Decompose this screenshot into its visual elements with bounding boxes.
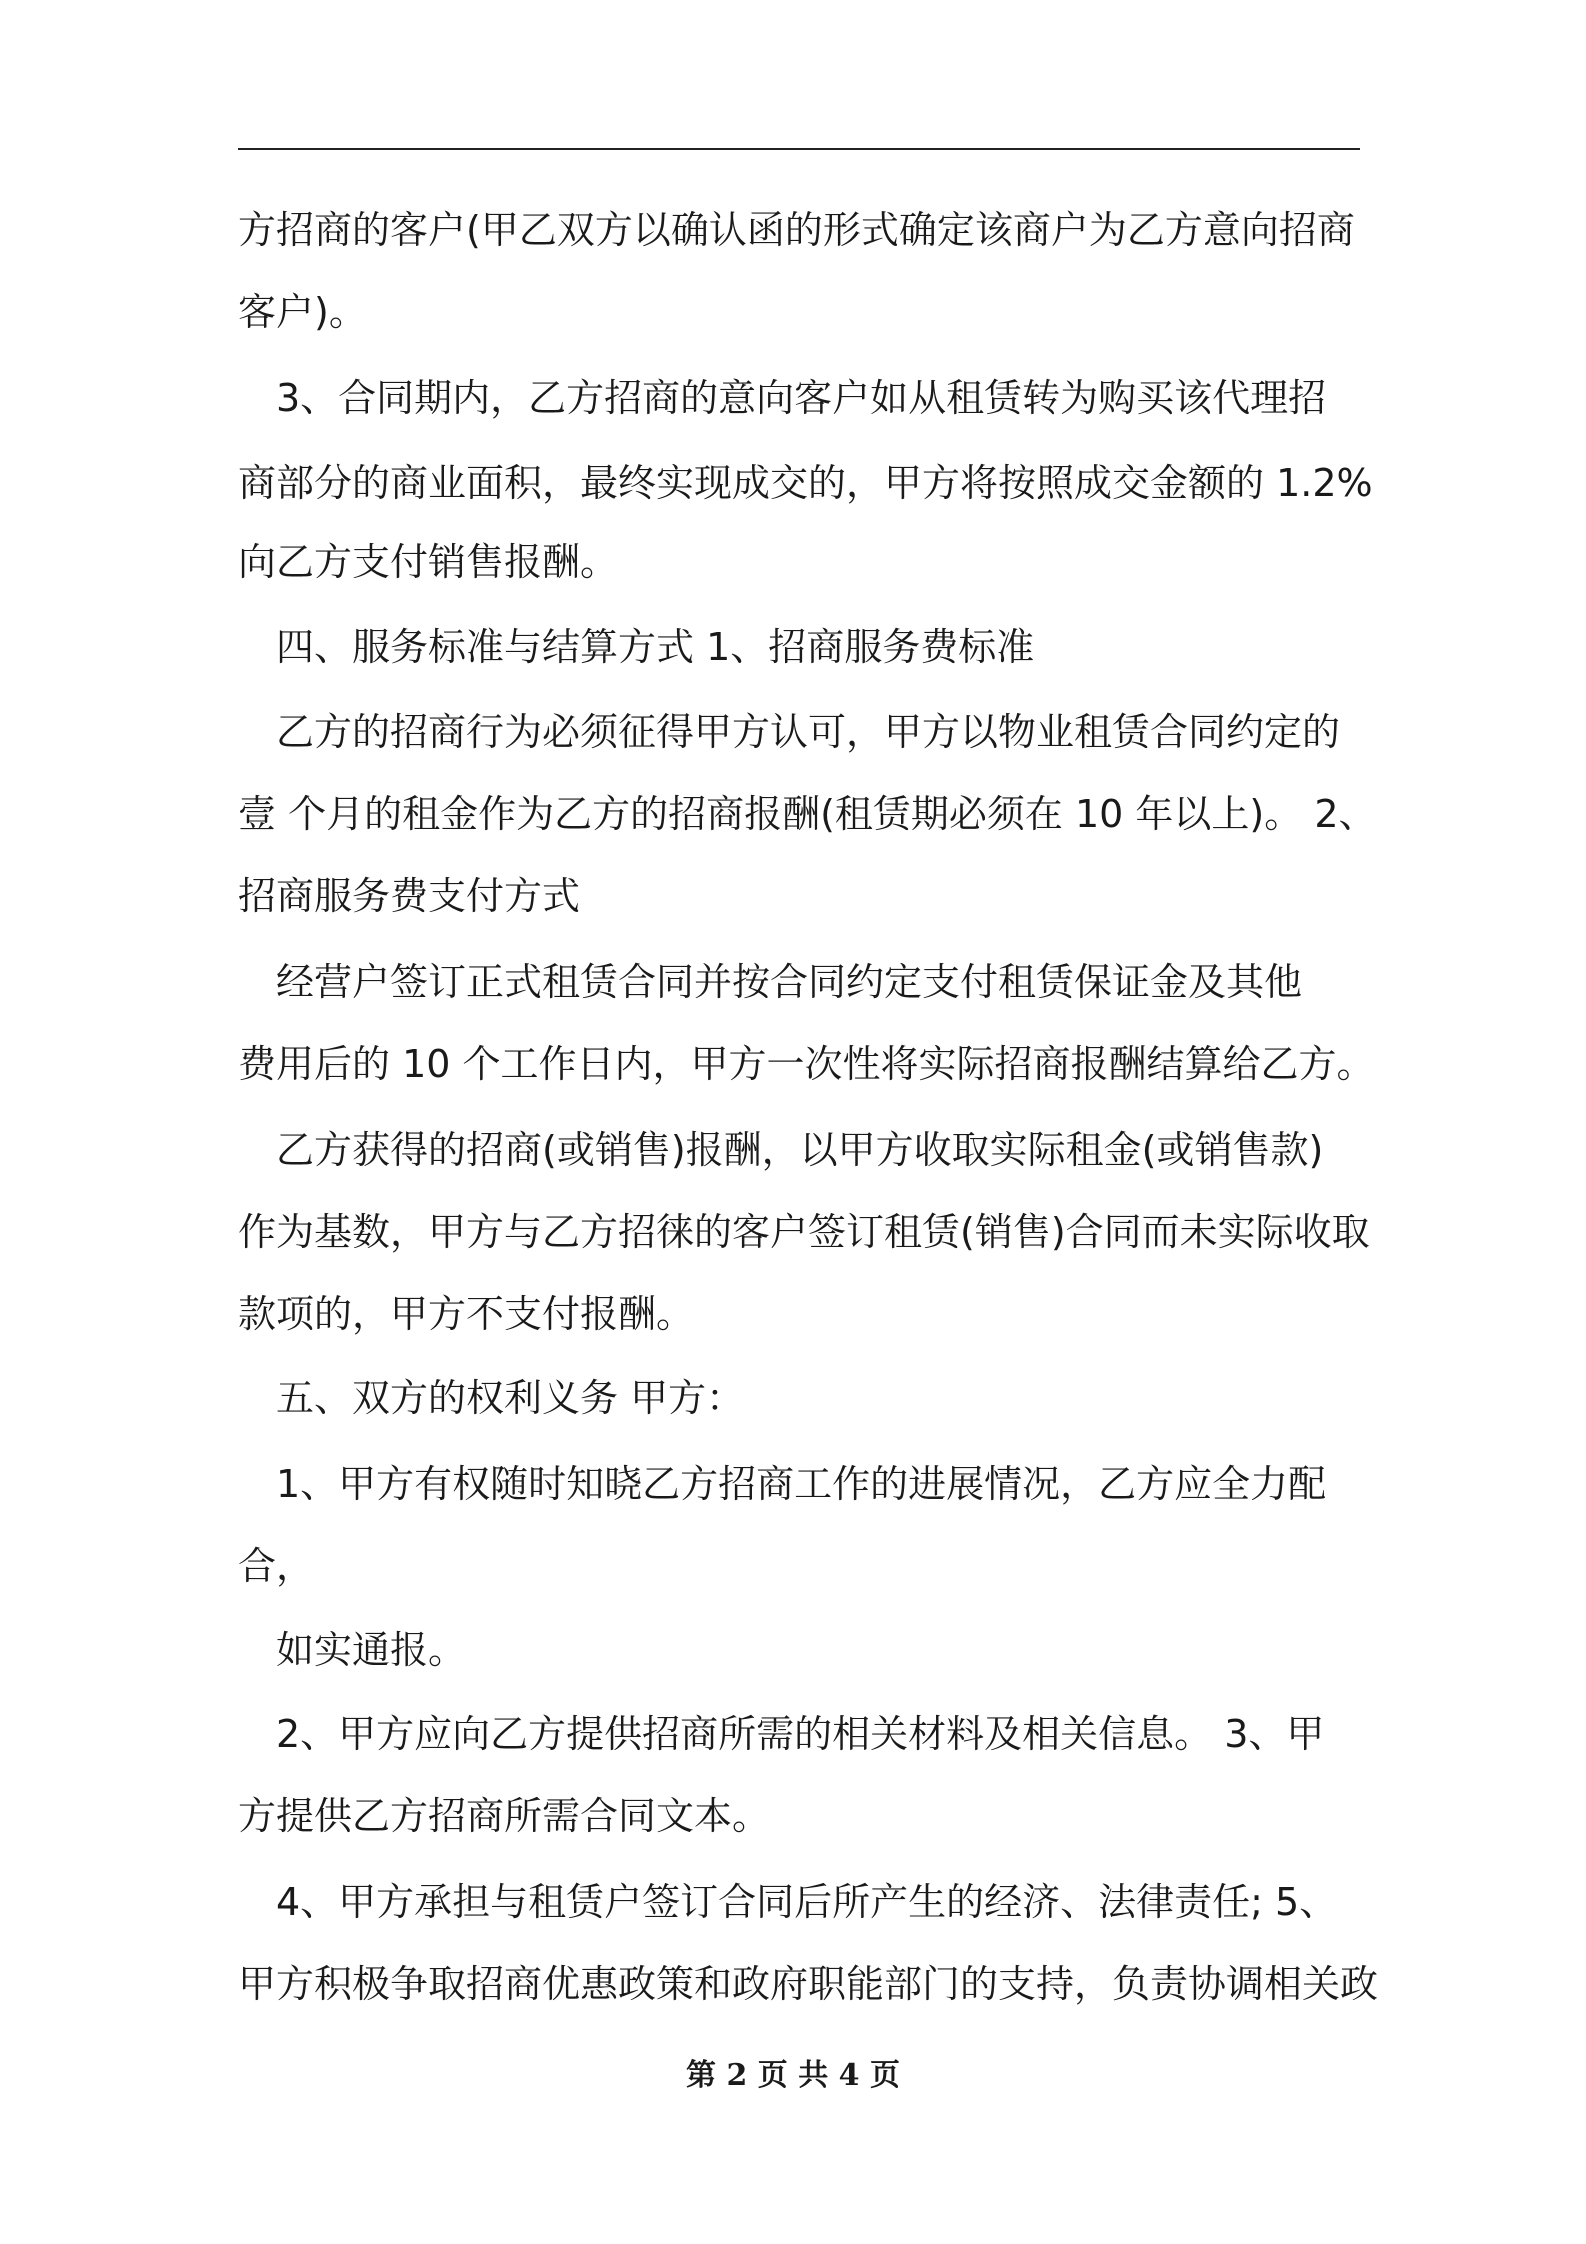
text-line: 合， (238, 1544, 315, 1588)
text-line: 商部分的商业面积，最终实现成交的，甲方将按照成交金额的 1.2% (238, 461, 1373, 505)
text-line: 费用后的 10 个工作日内，甲方一次性将实际招商报酬结算给乙方。 (238, 1042, 1375, 1086)
text-line: 2、甲方应向乙方提供招商所需的相关材料及相关信息。 3、甲 (238, 1712, 1325, 1756)
text-line: 如实通报。 (238, 1628, 467, 1672)
text-line: 招商服务费支付方式 (238, 874, 581, 918)
text-line: 方提供乙方招商所需合同文本。 (238, 1794, 771, 1838)
text-line: 五、双方的权利义务 甲方： (238, 1376, 745, 1420)
text-line: 4、甲方承担与租赁户签订合同后所产生的经济、法律责任; 5、 (238, 1880, 1338, 1924)
text-line: 乙方的招商行为必须征得甲方认可，甲方以物业租赁合同约定的 (238, 710, 1341, 754)
text-line: 向乙方支付销售报酬。 (238, 540, 619, 584)
text-line: 3、合同期内，乙方招商的意向客户如从租赁转为购买该代理招 (238, 376, 1327, 420)
text-line: 甲方积极争取招商优惠政策和政府职能部门的支持，负责协调相关政 (238, 1962, 1379, 2006)
text-line: 四、服务标准与结算方式 1、招商服务费标准 (238, 625, 1035, 669)
text-line: 壹 个月的租金作为乙方的招商报酬(租赁期必须在 10 年以上)。 2、 (238, 792, 1377, 836)
text-line: 作为基数，甲方与乙方招徕的客户签订租赁(销售)合同而未实际收取 (238, 1210, 1370, 1254)
header-rule (238, 148, 1360, 150)
text-line: 乙方获得的招商(或销售)报酬，以甲方收取实际租金(或销售款) (238, 1128, 1324, 1172)
text-line: 经营户签订正式租赁合同并按合同约定支付租赁保证金及其他 (238, 960, 1303, 1004)
page-number: 第 2 页 共 4 页 (686, 2058, 900, 2093)
text-line: 方招商的客户(甲乙双方以确认函的形式确定该商户为乙方意向招商 (238, 208, 1355, 252)
text-line: 款项的，甲方不支付报酬。 (238, 1292, 695, 1336)
text-line: 客户)。 (238, 290, 367, 334)
text-line: 1、甲方有权随时知晓乙方招商工作的进展情况，乙方应全力配 (238, 1462, 1327, 1506)
